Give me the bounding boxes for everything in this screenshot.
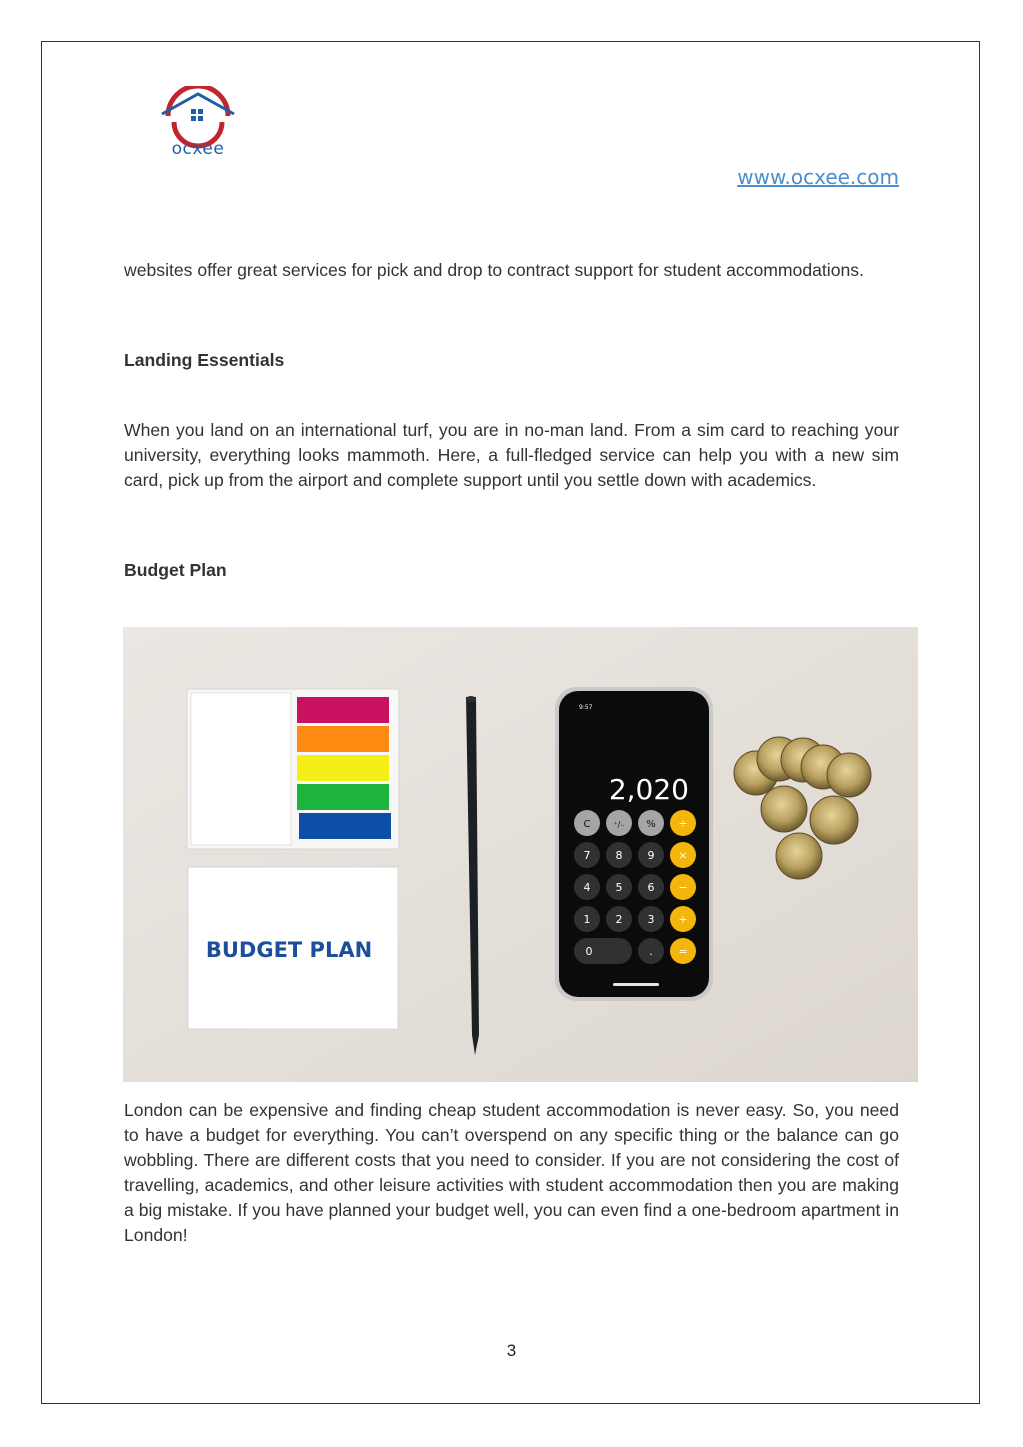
budget-plan-illustration [123,627,918,1082]
budget-plan-paragraph: London can be expensive and finding cheap student accommodation is never easy. So, you need to have a budget for everything. You can’t overspend on any specific thing or the balance can go wobbling. There are different costs that you need to consider. If you are not considering the cost of travelling, academics, and other leisure activities with student accommodation then you are making a big mistake. If you have planned your budget well, you can even find a one-bedroom apartment in London! [124,1100,899,1245]
key-9: 9 [647,849,655,862]
key-2: 2 [615,913,623,926]
logo-text: ocxee [171,139,225,159]
tab-magenta [297,697,389,723]
key-8: 8 [615,849,623,862]
key-7: 7 [583,849,591,862]
website-link[interactable]: www.ocxee.com [737,165,899,189]
budget-card-text: BUDGET PLAN [205,938,373,962]
key-1: 1 [583,913,591,926]
intro-paragraph: websites offer great services for pick and drop to contract support for student accommodations. [124,260,864,280]
tab-orange [297,726,389,752]
key-multiply: × [678,849,688,862]
calculator-display: 2,020 [608,773,689,806]
landing-essentials-paragraph: When you land on an international turf, you are in no-man land. From a sim card to reaching your university, everything looks mammoth. Here, a full-fledged service can help you with a new sim card, pick up from the airport and complete support until you settle down with academics. [124,420,899,490]
tab-yellow [297,755,389,781]
key-decimal: . [649,945,653,958]
key-c: C [583,819,591,830]
key-plus-minus: ⁺∕₋ [613,820,625,829]
key-6: 6 [647,881,655,894]
phone-time: 9:57 [579,704,593,711]
budget-plan-heading: Budget Plan [124,560,227,580]
key-divide: ÷ [678,817,688,830]
tab-green [297,784,389,810]
key-minus: − [678,881,688,894]
key-0: 0 [585,945,593,958]
page-number: 3 [506,1341,517,1360]
key-equals: = [678,945,688,958]
key-5: 5 [615,881,623,894]
key-4: 4 [583,881,591,894]
key-3: 3 [647,913,655,926]
key-percent: % [646,819,656,830]
budget-plan-photo [123,627,918,1082]
key-plus: + [678,913,688,926]
tab-blue [299,813,391,839]
landing-essentials-heading: Landing Essentials [124,350,285,370]
